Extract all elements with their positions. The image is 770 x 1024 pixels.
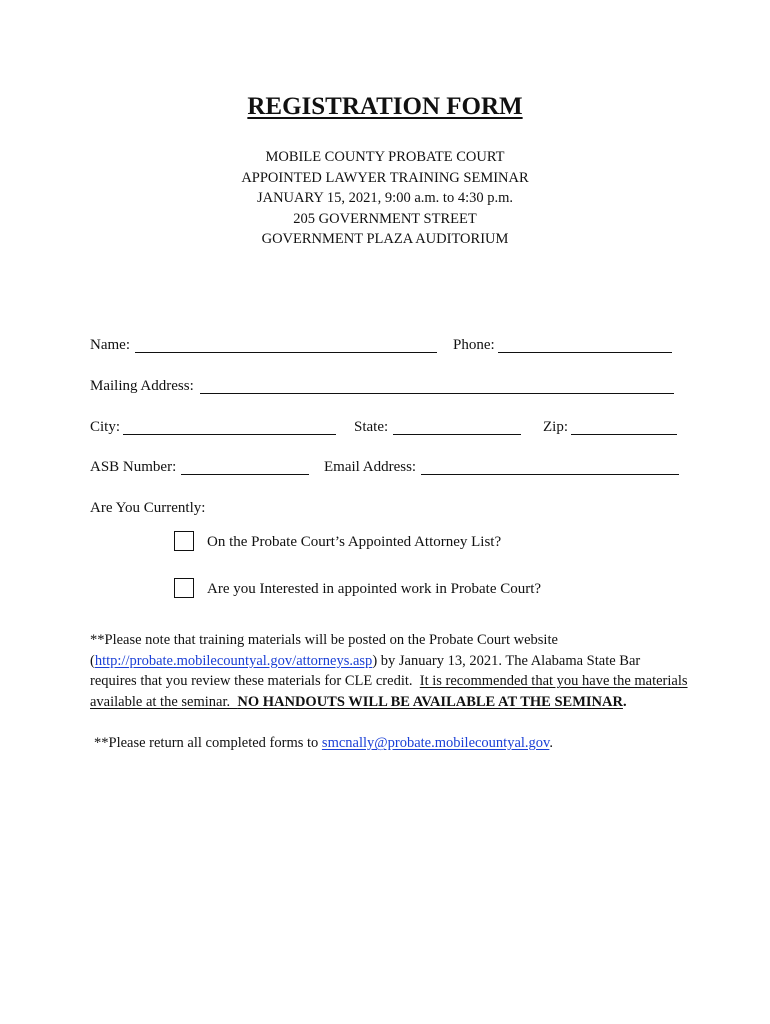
- email-field[interactable]: [421, 474, 679, 475]
- note-available: available at the seminar.: [90, 694, 238, 711]
- note-intro: **Please note that training materials will be posted on the Probate Court website: [90, 632, 558, 648]
- appointed-list-question: On the Probate Court’s Appointed Attorney List?: [207, 534, 502, 550]
- form-title: REGISTRATION FORM: [247, 93, 523, 120]
- zip-label: Zip:: [543, 419, 568, 435]
- note-period: .: [622, 694, 627, 711]
- interested-work-checkbox[interactable]: [174, 578, 194, 598]
- return-text: **Please return all completed forms to: [94, 735, 322, 751]
- return-period: .: [549, 735, 553, 751]
- city-field[interactable]: [123, 434, 336, 435]
- header-seminar: APPOINTED LAWYER TRAINING SEMINAR: [241, 169, 529, 186]
- header-street: 205 GOVERNMENT STREET: [293, 210, 477, 227]
- return-instructions: [94, 733, 553, 753]
- zip-field[interactable]: [571, 434, 677, 435]
- name-label: Name:: [90, 337, 130, 353]
- phone-label: Phone:: [453, 337, 495, 353]
- asb-number-label: ASB Number:: [90, 459, 177, 475]
- state-label: State:: [354, 419, 389, 435]
- email-label: Email Address:: [324, 459, 417, 475]
- mailing-address-label: Mailing Address:: [90, 378, 194, 394]
- header-court: MOBILE COUNTY PROBATE COURT: [265, 149, 505, 165]
- note-deadline: ) by January 13, 2021. The Alabama State Bar: [372, 652, 641, 669]
- name-field[interactable]: [135, 352, 437, 353]
- return-email-link[interactable]: smcnally@probate.mobilecountyal.gov: [321, 735, 550, 751]
- training-materials-note: [90, 630, 720, 713]
- interested-work-question: Are you Interested in appointed work in Probate Court?: [207, 581, 542, 597]
- appointed-list-checkbox[interactable]: [174, 531, 194, 551]
- no-handouts-warning: NO HANDOUTS WILL BE AVAILABLE AT THE SEMINAR: [237, 694, 623, 711]
- state-field[interactable]: [393, 434, 521, 435]
- header-venue: GOVERNMENT PLAZA AUDITORIUM: [261, 231, 509, 247]
- header-date: JANUARY 15, 2021, 9:00 a.m. to 4:30 p.m.: [256, 190, 514, 206]
- note-recommend: It is recommended that you have the materials: [419, 673, 688, 690]
- note-paren-open: (: [90, 652, 95, 669]
- attorneys-website-link[interactable]: http://probate.mobilecountyal.gov/attorneys.asp: [94, 652, 373, 669]
- note-cle: requires that you review these materials for CLE credit.: [90, 673, 420, 690]
- phone-field[interactable]: [498, 352, 672, 353]
- mailing-address-field[interactable]: [200, 393, 674, 394]
- questions-heading: Are You Currently:: [90, 500, 206, 516]
- asb-number-field[interactable]: [181, 474, 309, 475]
- city-label: City:: [90, 419, 121, 435]
- seminar-header: [0, 147, 770, 250]
